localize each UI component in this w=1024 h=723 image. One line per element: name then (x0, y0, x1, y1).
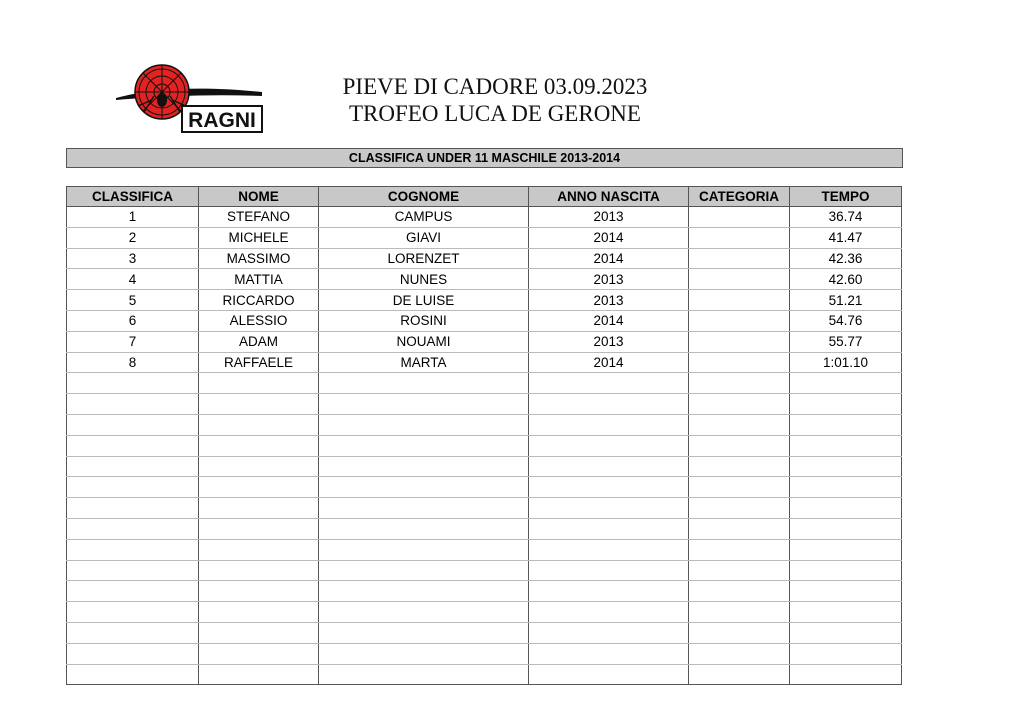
table-row (67, 227, 902, 248)
cognome-cell (319, 373, 529, 394)
categoria-cell (689, 643, 790, 664)
table-row (67, 518, 902, 539)
table-row (67, 310, 902, 331)
classifica-cell: 6 (67, 310, 199, 331)
categoria-cell (689, 518, 790, 539)
header-categoria: CATEGORIA (689, 187, 790, 207)
cognome-cell (319, 435, 529, 456)
cognome-cell: CAMPUS (319, 207, 529, 228)
tempo-cell: 36.74 (790, 207, 902, 228)
tempo-cell (790, 643, 902, 664)
table-row (67, 248, 902, 269)
classifica-cell: 1 (67, 207, 199, 228)
nome-cell: STEFANO (199, 207, 319, 228)
categoria-cell (689, 207, 790, 228)
nome-cell (199, 581, 319, 602)
tempo-cell: 42.36 (790, 248, 902, 269)
anno-cell (529, 394, 689, 415)
table-row (67, 622, 902, 643)
cognome-cell (319, 643, 529, 664)
anno-cell (529, 518, 689, 539)
classifica-cell (67, 539, 199, 560)
tempo-cell: 42.60 (790, 269, 902, 290)
anno-cell (529, 581, 689, 602)
classifica-cell: 8 (67, 352, 199, 373)
category-banner: CLASSIFICA UNDER 11 MASCHILE 2013-2014 (66, 148, 903, 168)
tempo-cell (790, 622, 902, 643)
tempo-cell: 1:01.10 (790, 352, 902, 373)
categoria-cell (689, 373, 790, 394)
categoria-cell (689, 560, 790, 581)
nome-cell (199, 414, 319, 435)
table-row (67, 394, 902, 415)
anno-cell (529, 498, 689, 519)
classifica-cell: 2 (67, 227, 199, 248)
classifica-cell (67, 435, 199, 456)
tempo-cell (790, 498, 902, 519)
tempo-cell (790, 518, 902, 539)
tempo-cell (790, 581, 902, 602)
tempo-cell: 55.77 (790, 331, 902, 352)
tempo-cell (790, 539, 902, 560)
cognome-cell (319, 622, 529, 643)
cognome-cell (319, 456, 529, 477)
nome-cell: MASSIMO (199, 248, 319, 269)
cognome-cell (319, 477, 529, 498)
anno-cell (529, 643, 689, 664)
cognome-cell: ROSINI (319, 310, 529, 331)
categoria-cell (689, 248, 790, 269)
classifica-cell (67, 560, 199, 581)
cognome-cell: GIAVI (319, 227, 529, 248)
categoria-cell (689, 456, 790, 477)
anno-cell (529, 456, 689, 477)
classifica-cell (67, 414, 199, 435)
categoria-cell (689, 227, 790, 248)
categoria-cell (689, 310, 790, 331)
categoria-cell (689, 477, 790, 498)
table-row (67, 352, 902, 373)
anno-cell: 2013 (529, 207, 689, 228)
cognome-cell: LORENZET (319, 248, 529, 269)
anno-cell: 2014 (529, 227, 689, 248)
page-title: PIEVE DI CADORE 03.09.2023 (342, 74, 648, 99)
table-header-row (67, 187, 902, 207)
classifica-cell: 5 (67, 290, 199, 311)
classifica-cell (67, 602, 199, 623)
cognome-cell (319, 414, 529, 435)
tempo-cell (790, 414, 902, 435)
categoria-cell (689, 622, 790, 643)
nome-cell (199, 518, 319, 539)
tempo-cell: 51.21 (790, 290, 902, 311)
classifica-cell (67, 518, 199, 539)
tempo-cell (790, 394, 902, 415)
table-row (67, 207, 902, 228)
tempo-cell: 41.47 (790, 227, 902, 248)
cognome-cell: NUNES (319, 269, 529, 290)
table-row (67, 373, 902, 394)
anno-cell (529, 602, 689, 623)
classifica-cell (67, 664, 199, 685)
classifica-cell (67, 643, 199, 664)
page-subtitle: TROFEO LUCA DE GERONE (349, 101, 641, 126)
table-row (67, 331, 902, 352)
header-tempo: TEMPO (790, 187, 902, 207)
cognome-cell: NOUAMI (319, 331, 529, 352)
tempo-cell (790, 560, 902, 581)
nome-cell: RAFFAELE (199, 352, 319, 373)
results-table (66, 186, 902, 685)
categoria-cell (689, 269, 790, 290)
categoria-cell (689, 581, 790, 602)
anno-cell: 2014 (529, 310, 689, 331)
tempo-cell (790, 435, 902, 456)
classifica-cell (67, 373, 199, 394)
nome-cell (199, 394, 319, 415)
nome-cell (199, 498, 319, 519)
anno-cell: 2014 (529, 248, 689, 269)
anno-cell (529, 560, 689, 581)
nome-cell (199, 643, 319, 664)
categoria-cell (689, 414, 790, 435)
cognome-cell (319, 560, 529, 581)
nome-cell (199, 664, 319, 685)
anno-cell (529, 477, 689, 498)
cognome-cell (319, 581, 529, 602)
nome-cell (199, 539, 319, 560)
tempo-cell (790, 602, 902, 623)
table-row (67, 290, 902, 311)
nome-cell (199, 456, 319, 477)
header-anno-nascita: ANNO NASCITA (529, 187, 689, 207)
cognome-cell: MARTA (319, 352, 529, 373)
table-row (67, 602, 902, 623)
nome-cell (199, 477, 319, 498)
table-row (67, 456, 902, 477)
categoria-cell (689, 664, 790, 685)
tempo-cell (790, 456, 902, 477)
anno-cell (529, 622, 689, 643)
nome-cell: RICCARDO (199, 290, 319, 311)
anno-cell (529, 435, 689, 456)
anno-cell: 2013 (529, 269, 689, 290)
nome-cell: MATTIA (199, 269, 319, 290)
svg-text:RAGNI: RAGNI (188, 109, 256, 132)
cognome-cell (319, 498, 529, 519)
table-row (67, 477, 902, 498)
cognome-cell (319, 539, 529, 560)
tempo-cell (790, 664, 902, 685)
categoria-cell (689, 435, 790, 456)
classifica-cell (67, 394, 199, 415)
cognome-cell (319, 394, 529, 415)
classifica-cell (67, 456, 199, 477)
table-row (67, 269, 902, 290)
nome-cell: ALESSIO (199, 310, 319, 331)
table-row (67, 560, 902, 581)
ragni-logo (112, 62, 268, 142)
classifica-cell (67, 622, 199, 643)
table-row (67, 414, 902, 435)
table-row (67, 664, 902, 685)
classifica-cell (67, 581, 199, 602)
header-cognome: COGNOME (319, 187, 529, 207)
anno-cell (529, 664, 689, 685)
categoria-cell (689, 394, 790, 415)
header-nome: NOME (199, 187, 319, 207)
nome-cell (199, 560, 319, 581)
nome-cell (199, 435, 319, 456)
anno-cell: 2013 (529, 290, 689, 311)
table-row (67, 498, 902, 519)
classifica-cell (67, 498, 199, 519)
classifica-cell: 7 (67, 331, 199, 352)
categoria-cell (689, 602, 790, 623)
nome-cell (199, 373, 319, 394)
anno-cell: 2013 (529, 331, 689, 352)
tempo-cell (790, 477, 902, 498)
categoria-cell (689, 539, 790, 560)
anno-cell (529, 373, 689, 394)
cognome-cell (319, 602, 529, 623)
anno-cell: 2014 (529, 352, 689, 373)
cognome-cell (319, 664, 529, 685)
categoria-cell (689, 352, 790, 373)
tempo-cell: 54.76 (790, 310, 902, 331)
tempo-cell (790, 373, 902, 394)
categoria-cell (689, 498, 790, 519)
nome-cell: ADAM (199, 331, 319, 352)
table-row (67, 539, 902, 560)
table-row (67, 581, 902, 602)
anno-cell (529, 539, 689, 560)
anno-cell (529, 414, 689, 435)
classifica-cell: 4 (67, 269, 199, 290)
nome-cell: MICHELE (199, 227, 319, 248)
nome-cell (199, 622, 319, 643)
cognome-cell: DE LUISE (319, 290, 529, 311)
nome-cell (199, 602, 319, 623)
table-row (67, 435, 902, 456)
categoria-cell (689, 290, 790, 311)
classifica-cell (67, 477, 199, 498)
classifica-cell: 3 (67, 248, 199, 269)
header-classifica: CLASSIFICA (67, 187, 199, 207)
categoria-cell (689, 331, 790, 352)
table-row (67, 643, 902, 664)
cognome-cell (319, 518, 529, 539)
